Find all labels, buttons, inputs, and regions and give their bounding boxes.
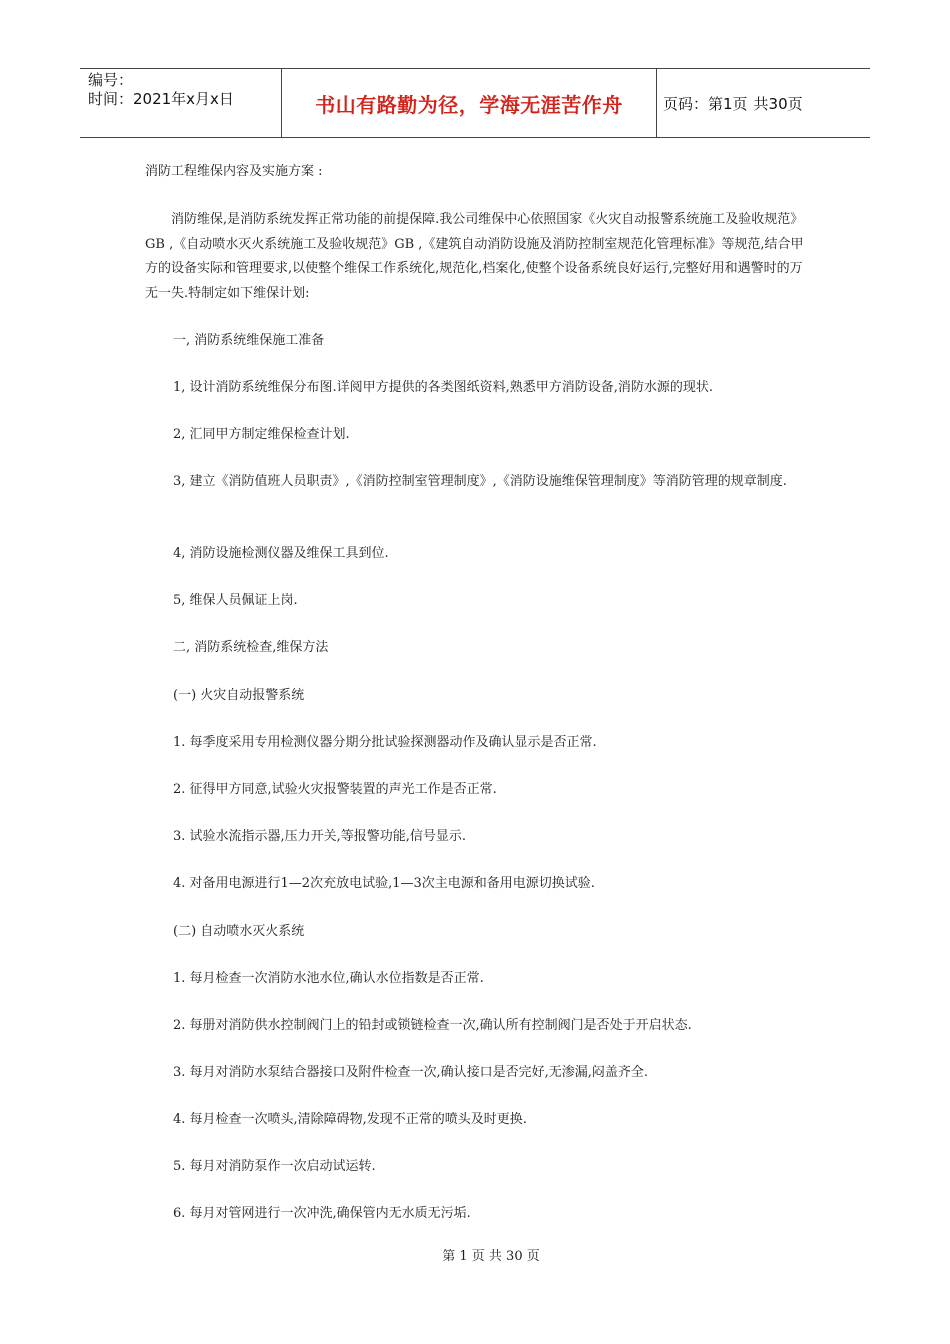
section-heading: 二, 消防系统检查,维保方法 (173, 640, 329, 655)
header-meta (80, 69, 282, 137)
list-item: 2, 汇同甲方制定维保检查计划. (173, 427, 350, 442)
subsection-heading: (二) 自动喷水灭火系统 (173, 924, 305, 939)
list-item: 6. 每月对管网进行一次冲洗,确保管内无水质无污垢. (173, 1206, 471, 1221)
header-page-info (657, 69, 870, 137)
doc-time-label: 时间：2021年x月x日 (88, 90, 234, 108)
list-item: 4. 每月检查一次喷头,清除障碍物,发现不正常的喷头及时更换. (173, 1112, 527, 1127)
list-item: 1, 设计消防系统维保分布图.详阅甲方提供的各类图纸资料,熟悉甲方消防设备,消防水源的现状. (173, 380, 714, 395)
document-title: 消防工程维保内容及实施方案 : (145, 164, 323, 179)
page-header (80, 68, 870, 138)
list-item: 2. 征得甲方同意,试验火灾报警装置的声光工作是否正常. (173, 782, 497, 797)
list-item: 4. 对备用电源进行1—2次充放电试验,1—3次主电源和备用电源切换试验. (173, 876, 595, 891)
total-pages-label: 共30页 (753, 94, 803, 113)
list-item: 3. 试验水流指示器,压力开关,等报警功能,信号显示. (173, 829, 467, 844)
page-footer (0, 1245, 950, 1264)
page-number-label: 页码：第1页 (663, 94, 748, 113)
section-heading: 一, 消防系统维保施工准备 (173, 333, 325, 348)
header-motto: 书山有路勤为径，学海无涯苦作舟 (282, 69, 657, 137)
doc-number-label: 编号： (88, 71, 134, 89)
list-item: 4, 消防设施检测仪器及维保工具到位. (173, 546, 389, 561)
footer-page-text: 第 1 页 共 30 页 (442, 1249, 540, 1264)
list-item: 5. 每月对消防泵作一次启动试运转. (173, 1159, 376, 1174)
subsection-heading: (一) 火灾自动报警系统 (173, 688, 305, 703)
list-item: 1. 每季度采用专用检测仪器分期分批试验探测器动作及确认显示是否正常. (173, 735, 597, 750)
list-item: 5, 维保人员佩证上岗. (173, 593, 298, 608)
intro-paragraph: 消防维保,是消防系统发挥正常功能的前提保障.我公司维保中心依照国家《火灾自动报警系统施工及验收规范》GB ,《自动喷水灭火系统施工及验收规范》GB ,《建筑自动消防设施及消防控制室规范化管理标准》等规范,结合甲方的设备实际和管理要求,以使整个维保工作系统化,规范化,档案化,使整个设备系统良好运行,完整好用和遇警时的万无一失.特制定如下维保计划: (145, 212, 804, 301)
list-item: 1. 每月检查一次消防水池水位,确认水位指数是否正常. (173, 971, 484, 986)
list-item: 3, 建立《消防值班人员职责》,《消防控制室管理制度》,《消防设施维保管理制度》等消防管理的规章制度. (173, 474, 787, 489)
list-item: 3. 每月对消防水泵结合器接口及附件检查一次,确认接口是否完好,无渗漏,闷盖齐全. (173, 1065, 649, 1080)
list-item: 2. 每册对消防供水控制阀门上的铅封或锁链检查一次,确认所有控制阀门是否处于开启状态. (173, 1018, 692, 1033)
